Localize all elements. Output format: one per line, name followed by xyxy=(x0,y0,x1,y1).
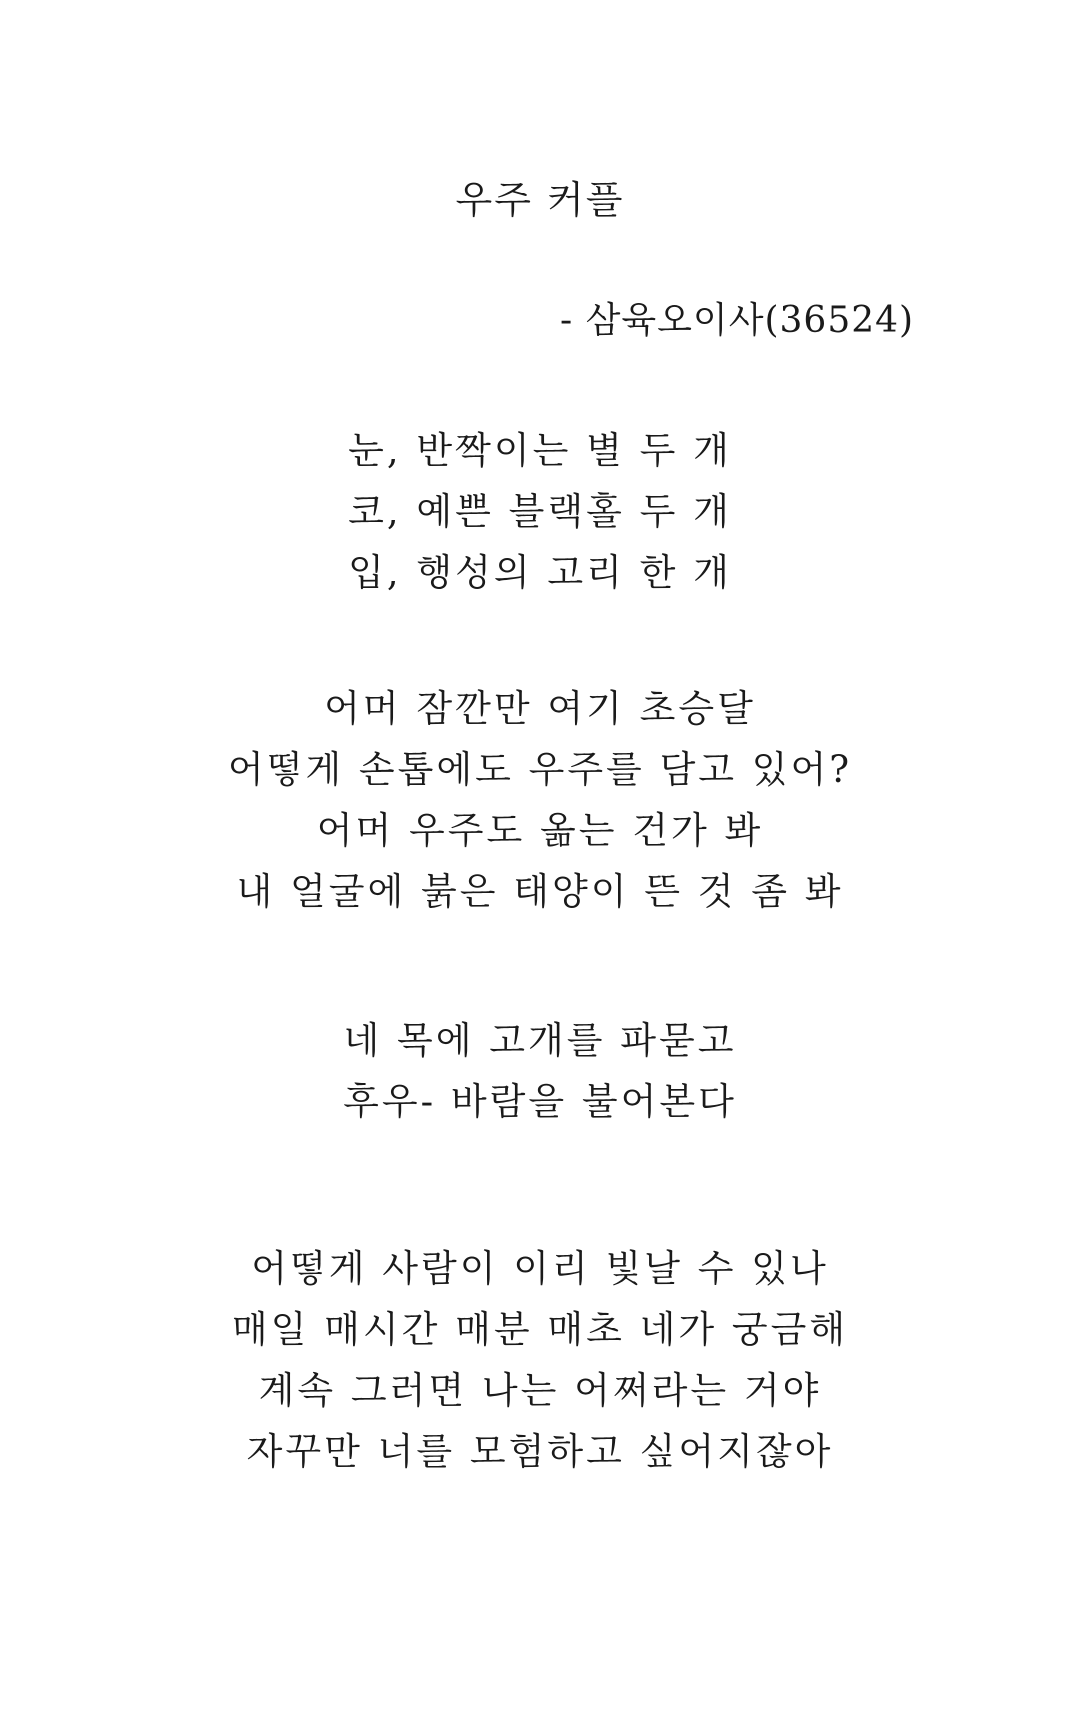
poem-line: 후우- 바람을 불어본다 xyxy=(343,1080,737,1123)
poem-line: 매일 매시간 매분 매초 네가 궁금해 xyxy=(231,1308,849,1351)
stanza-2 xyxy=(0,678,1080,922)
poem-line: 내 얼굴에 붉은 태양이 뜬 것 좀 봐 xyxy=(236,870,844,913)
poem-line: 어떻게 손톱에도 우주를 담고 있어? xyxy=(227,748,853,791)
poem-line: 자꾸만 너를 모험하고 싶어지잖아 xyxy=(246,1430,834,1473)
stanza-1 xyxy=(0,420,1080,603)
poem-line: 네 목에 고개를 파묻고 xyxy=(343,1019,737,1062)
poem-line: 계속 그러면 나는 어쩌라는 거야 xyxy=(258,1369,822,1412)
poem-title: 우주 커플 xyxy=(455,178,625,222)
poem-line: 눈, 반짝이는 별 두 개 xyxy=(348,429,732,472)
stanza-4 xyxy=(0,1238,1080,1482)
poem-line: 어머 잠깐만 여기 초승달 xyxy=(324,687,756,730)
poem-line: 코, 예쁜 블랙홀 두 개 xyxy=(348,490,732,533)
poem-line: 입, 행성의 고리 한 개 xyxy=(348,551,732,594)
stanza-3 xyxy=(0,1010,1080,1132)
poem-line: 어떻게 사람이 이리 빛날 수 있나 xyxy=(251,1247,829,1290)
poem-author: - 삼육오이사(36524) xyxy=(560,300,915,341)
poem-line: 어머 우주도 옮는 건가 봐 xyxy=(316,809,764,852)
